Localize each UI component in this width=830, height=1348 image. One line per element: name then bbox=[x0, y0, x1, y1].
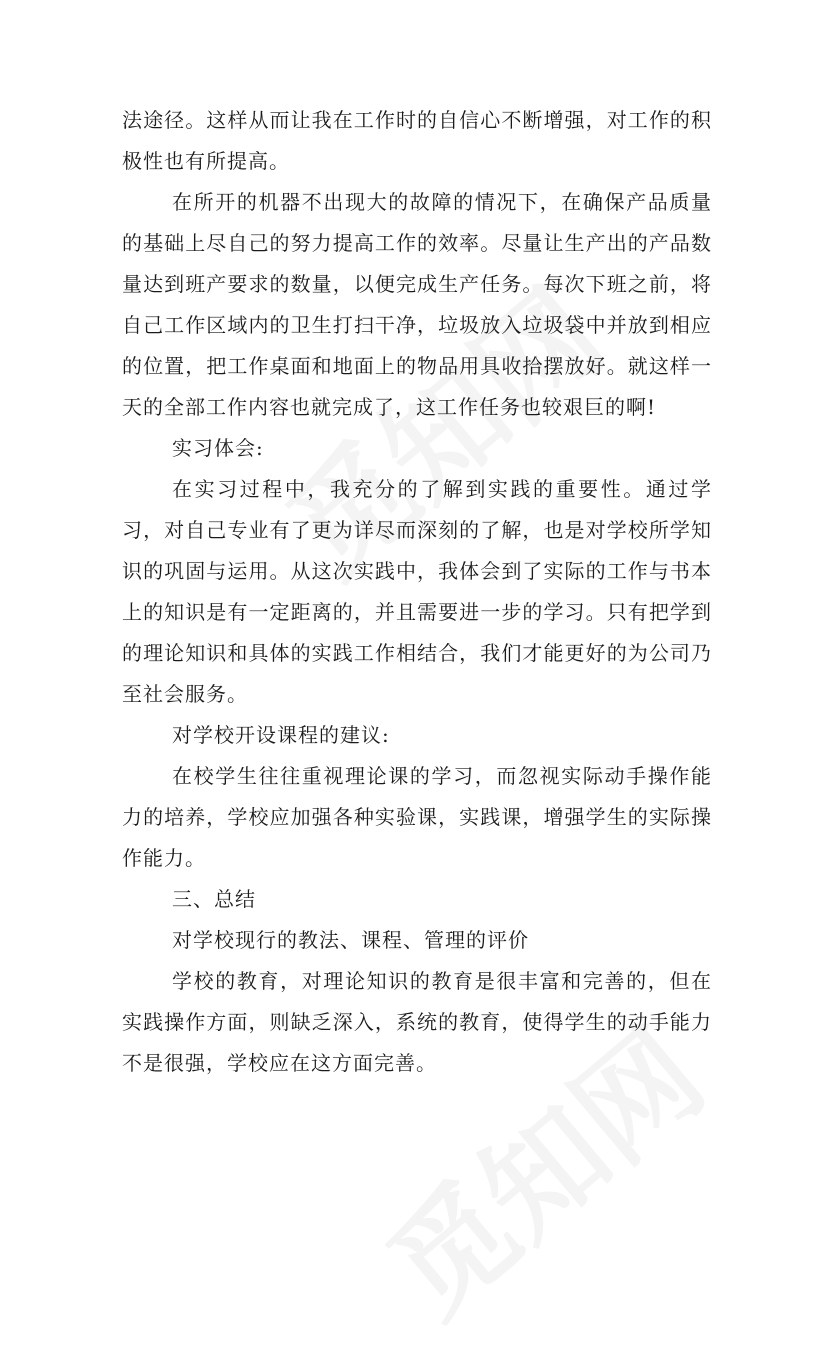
heading-internship-experience: 实习体会: bbox=[172, 436, 264, 460]
paragraph-school-evaluation: 学校的教育，对理论知识的教育是很丰富和完善的，但在实践操作方面，则缺乏深入，系统的教育，使得学生的动手能力不是很强，学校应在这方面完善。 bbox=[122, 969, 712, 1075]
paragraph-course-suggestions: 在校学生往往重视理论课的学习，而忽视实际动手操作能力的培养，学校应加强各种实验课，实践课，增强学生的实际操作能力。 bbox=[122, 764, 712, 870]
paragraph-continuation: 法途径。这样从而让我在工作时的自信心不断增强，对工作的积极性也有所提高。 bbox=[122, 108, 712, 173]
paragraph-work-efficiency: 在所开的机器不出现大的故障的情况下，在确保产品质量的基础上尽自己的努力提高工作的效率。尽量让生产出的产品数量达到班产要求的数量，以便完成生产任务。每次下班之前，将自己工作区域内的卫生打扫干净，垃圾放入垃圾袋中并放到相应的位置，把工作桌面和地面上的物品用具收拾摆放好。就这样一天的全部工作内容也就完成了，这工作任务也较艰巨的啊! bbox=[122, 190, 712, 419]
heading-school-evaluation: 对学校现行的教法、课程、管理的评价 bbox=[172, 928, 529, 952]
paragraph-internship-experience: 在实习过程中，我充分的了解到实践的重要性。通过学习，对自己专业有了更为详尽而深刻的了解，也是对学校所学知识的巩固与运用。从这次实践中，我体会到了实际的工作与书本上的知识是有一定距离的，并且需要进一步的学习。只有把学到的理论知识和具体的实践工作相结合，我们才能更好的为公司乃至社会服务。 bbox=[122, 477, 712, 706]
document-body bbox=[122, 100, 712, 1084]
heading-course-suggestions: 对学校开设课程的建议: bbox=[172, 723, 390, 747]
heading-summary: 三、总结 bbox=[172, 887, 256, 911]
